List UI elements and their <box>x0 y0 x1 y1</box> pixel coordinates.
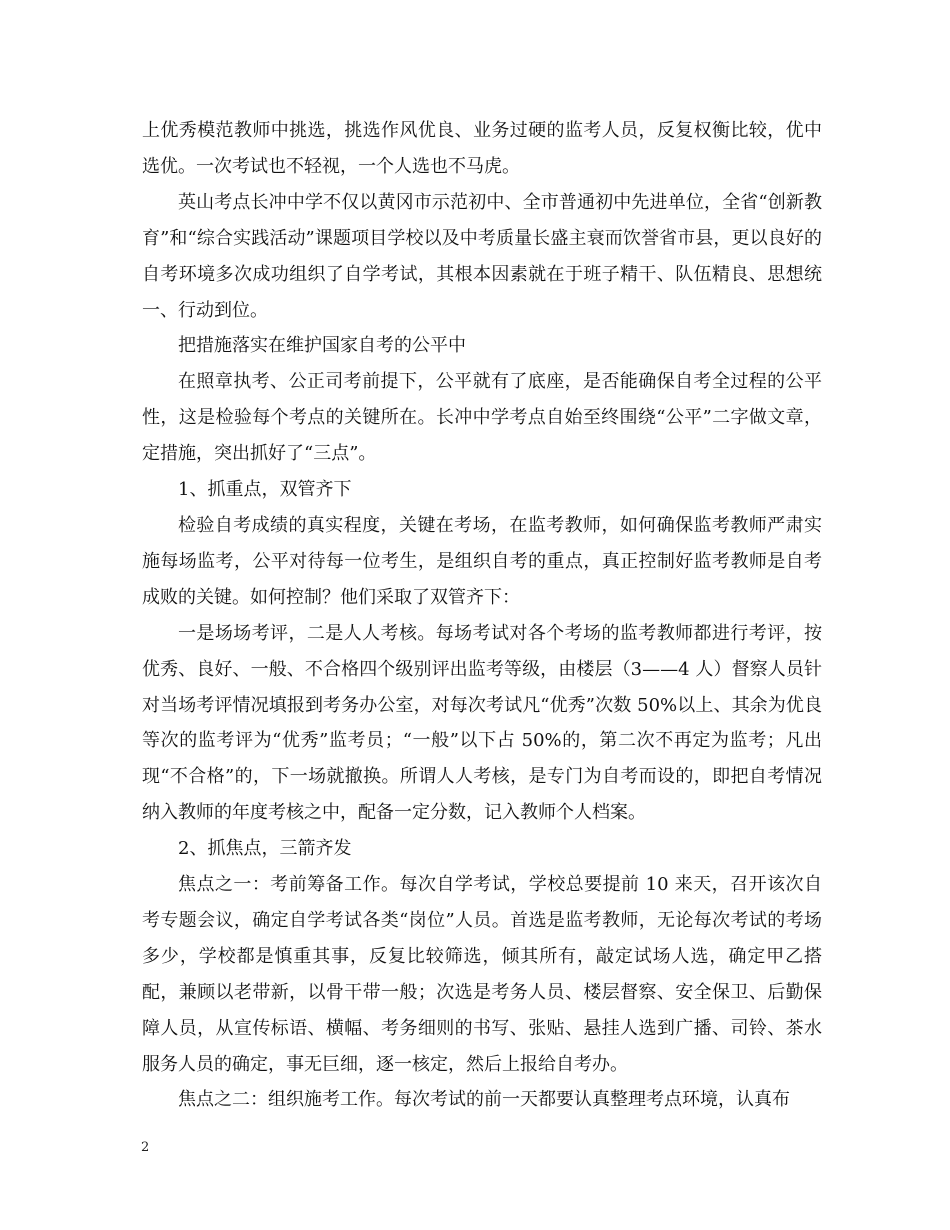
paragraph: 一是场场考评，二是人人考核。每场考试对各个考场的监考教师都进行考评，按优秀、良好、一般、不合格四个级别评出监考等级，由楼层（3——4 人）督察人员针对当场考评情况填报到考务办公室，对每次考试凡“优秀”次数 50%以上、其余为优良等次的监考评为“优秀”监考员；“一般”以下占 50%的，第二次不再定为监考；凡出现“不合格”的，下一场就撤换。所谓人人考核，是专门为自考而设的，即把自考情况纳入教师的年度考核之中，配备一定分数，记入教师个人档案。 <box>142 622 822 824</box>
section-heading: 把措施落实在维护国家自考的公平中 <box>178 335 466 357</box>
paragraph: 在照章执考、公正司考前提下，公平就有了底座，是否能确保自考全过程的公平性，这是检验每个考点的关键所在。长冲中学考点自始至终围绕“公平”二字做文章，定措施，突出抓好了“三点”。 <box>142 371 822 465</box>
document-body <box>142 113 822 1118</box>
paragraph: 英山考点长冲中学不仅以黄冈市示范初中、全市普通初中先进单位，全省“创新教育”和“综合实践活动”课题项目学校以及中考质量长盛主衰而饮誉省市县，更以良好的自考环境多次成功组织了自学考试，其根本因素就在于班子精干、队伍精良、思想统一、行动到位。 <box>142 191 822 321</box>
page-number: 2 <box>141 1140 150 1155</box>
paragraph: 上优秀模范教师中挑选，挑选作风优良、业务过硬的监考人员，反复权衡比较，优中选优。一次考试也不轻视，一个人选也不马虎。 <box>142 120 822 177</box>
paragraph: 焦点之二：组织施考工作。每次考试的前一天都要认真整理考点环境，认真布 <box>178 1089 790 1111</box>
paragraph: 检验自考成绩的真实程度，关键在考场，在监考教师，如何确保监考教师严肃实施每场监考，公平对待每一位考生，是组织自考的重点，真正控制好监考教师是自考成败的关键。如何控制？他们采取了双管齐下： <box>142 514 822 608</box>
paragraph: 焦点之一：考前筹备工作。每次自学考试，学校总要提前 10 来天，召开该次自考专题会议，确定自学考试各类“岗位”人员。首选是监考教师，无论每次考试的考场多少，学校都是慎重其事，反复比较筛选，倾其所有，敲定试场人选，确定甲乙搭配，兼顾以老带新，以骨干带一般；次选是考务人员、楼层督察、安全保卫、后勤保障人员，从宣传标语、横幅、考务细则的书写、张贴、悬挂人选到广播、司铃、茶水服务人员的确定，事无巨细，逐一核定，然后上报给自考办。 <box>142 874 822 1075</box>
subsection-heading: 2、抓焦点，三箭齐发 <box>178 838 352 860</box>
subsection-heading: 1、抓重点，双管齐下 <box>178 479 352 501</box>
